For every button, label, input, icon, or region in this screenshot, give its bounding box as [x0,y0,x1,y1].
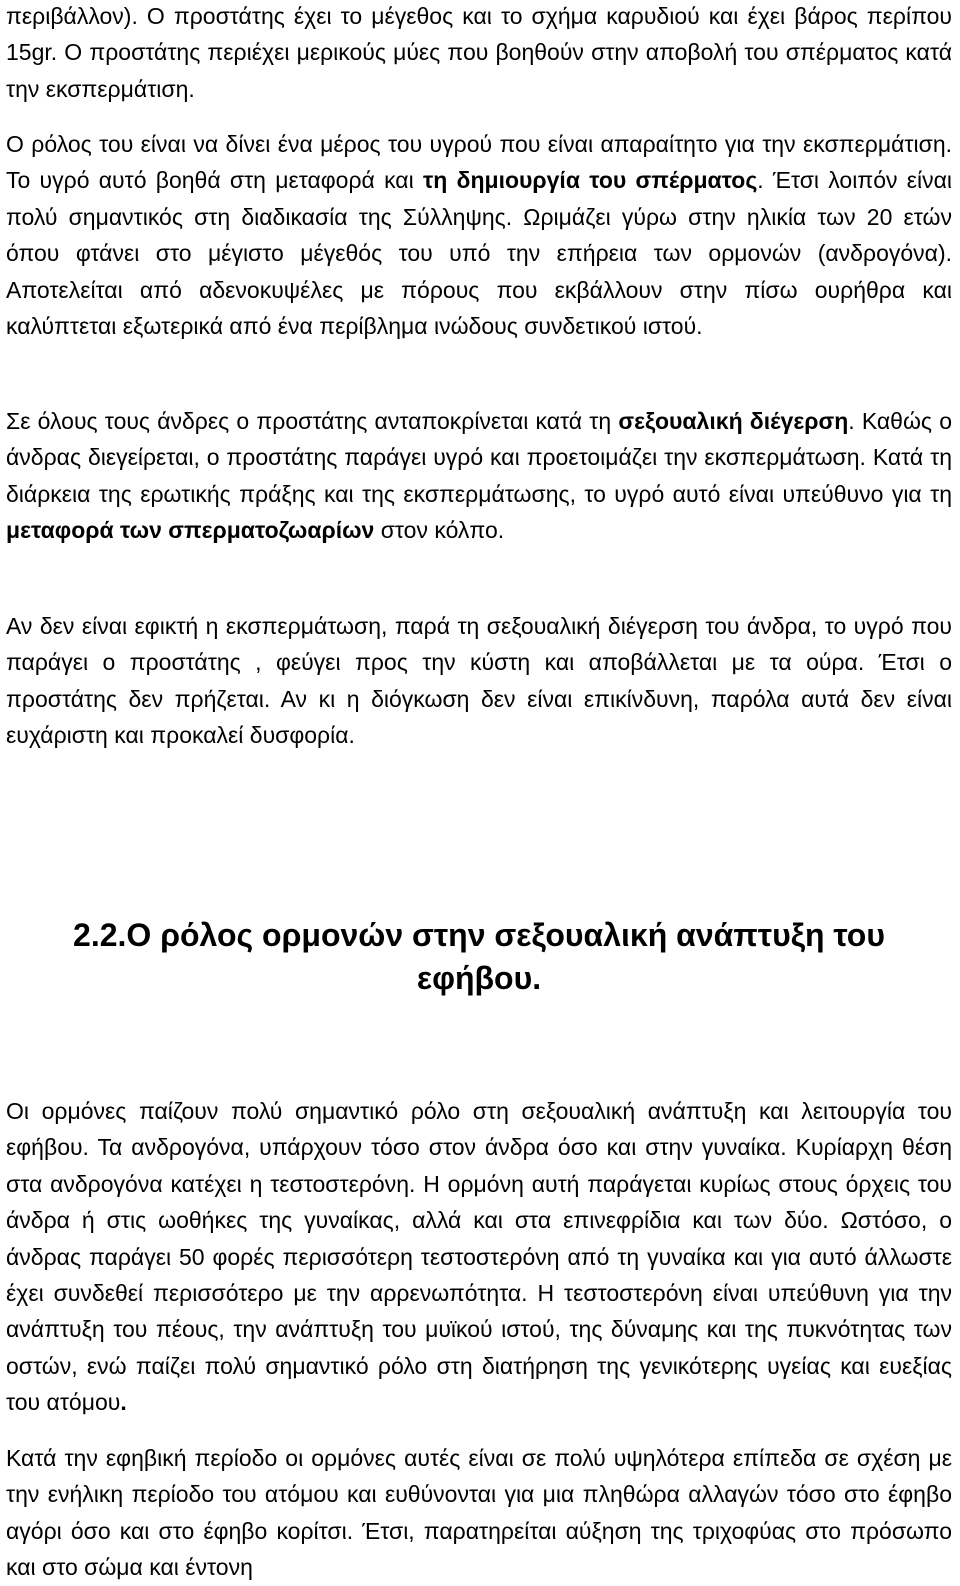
text-run: στον κόλπο. [374,517,505,544]
paragraph-prostate-role [6,126,952,344]
text-run: Κατά την εφηβική περίοδο οι ορμόνες αυτές είναι σε πολύ υψηλότερα επίπεδα σε σχέση με την ενήλικη περίοδο του ατόμου και ευθύνονται για μια πληθώρα αλλαγών τόσο στο έφηβο αγόρι όσο και στο έφηβο κορίτσι. Έτσι, παρατηρείται αύξηση της τριχοφύας στο πρόσωπο και στο σώμα και έντονη [6,1445,952,1581]
text-run: . Έτσι λοιπόν είναι πολύ σημαντικός στη διαδικασία της Σύλληψης. Ωριμάζει γύρω στην ηλικία των 20 ετών όπου φτάνει στο μέγιστο μέγεθός του υπό την επήρεια των ορμονών (ανδρογόνα). Αποτελείται από αδενοκυψέλες με πόρους που εκβάλλουν στην πίσω ουρήθρα και καλύπτεται εξωτερικά από ένα περίβλημα ινώδους συνδετικού ιστού. [6,167,952,340]
text-run: Οι ορμόνες παίζουν πολύ σημαντικό ρόλο στη σεξουαλική ανάπτυξη και λειτουργία του εφήβου. Τα ανδρογόνα, υπάρχουν τόσο στον άνδρα όσο και στην γυναίκα. Κυρίαρχη θέση στα ανδρογόνα κατέχει η τεστοστερόνη. Η ορμόνη αυτή παράγεται κυρίως στους όρχεις του άνδρα ή στις ωοθήκες της γυναίκας, αλλά και στα επινεφρίδια και των δύο. Ωστόσο, ο άνδρας παράγει 50 φορές περισσότερη τεστοστερόνη από τη γυναίκα και για αυτό άλλωστε έχει συνδεθεί περισσότερο με την αρρενωπότητα. Η τεστοστερόνη είναι υπεύθυνη για την ανάπτυξη του πέους, την ανάπτυξη του μυϊκού ιστού, της δύναμης και της πυκνότητας των οστών, ενώ παίζει πολύ σημαντικό ρόλο στη διατήρηση της γενικότερης υγείας και ευεξίας του ατόμου [6,1098,952,1416]
text-run: Αν δεν είναι εφικτή η εκσπερμάτωση, παρά τη σεξουαλική διέγερση του άνδρα, το υγρό που παράγει ο προστάτης , φεύγει προς την κύστη και αποβάλλεται με τα ούρα. Έτσι ο προστάτης δεν πρήζεται. Αν κι η διόγκωση δεν είναι επικίνδυνη, παρόλα αυτά δεν είναι ευχάριστη και προκαλεί δυσφορία. [6,613,952,749]
text-run: περιβάλλον). Ο προστάτης έχει το μέγεθος και το σχήμα καρυδιού και έχει βάρος περίπου 15gr. Ο προστάτης περιέχει μερικούς μύες που βοηθούν στην αποβολή του σπέρματος κατά την εκσπερμάτιση. [6,3,952,102]
paragraph-prostate-size [6,0,952,107]
section-heading-line-1: 2.2.Ο ρόλος ορμονών στην σεξουαλική ανάπτυξη του [73,917,885,953]
bold-run: σεξουαλική διέγερση [618,408,849,434]
text-run: Ο ρόλος του είναι να δίνει ένα μέρος του υγρού που είναι απαραίτητο για την εκσπερμάτιση. Το υγρό αυτό βοηθά στη μεταφορά και [6,131,952,194]
section-heading [6,914,952,1000]
paragraph-no-ejaculation [6,608,952,754]
paragraph-sexual-arousal [6,403,952,549]
paragraph-adolescence [6,1440,952,1586]
text-run: . Καθώς ο άνδρας διεγείρεται, ο προστάτης παράγει υγρό και προετοιμάζει την εκσπερμάτωση. Κατά τη διάρκεια της ερωτικής πράξης και της εκσπερμάτωσης, το υγρό αυτό είναι υπεύθυνο για τη [6,408,952,507]
section-heading-line-2: εφήβου. [416,960,542,996]
bold-run: τη δημιουργία του σπέρματος [422,167,758,194]
paragraph-hormones-role [6,1093,952,1421]
bold-run: . [120,1389,127,1416]
bold-run: μεταφορά των σπερματοζωαρίων [6,517,375,544]
text-run: Σε όλους τους άνδρες ο προστάτης ανταποκρίνεται κατά τη [6,408,619,434]
